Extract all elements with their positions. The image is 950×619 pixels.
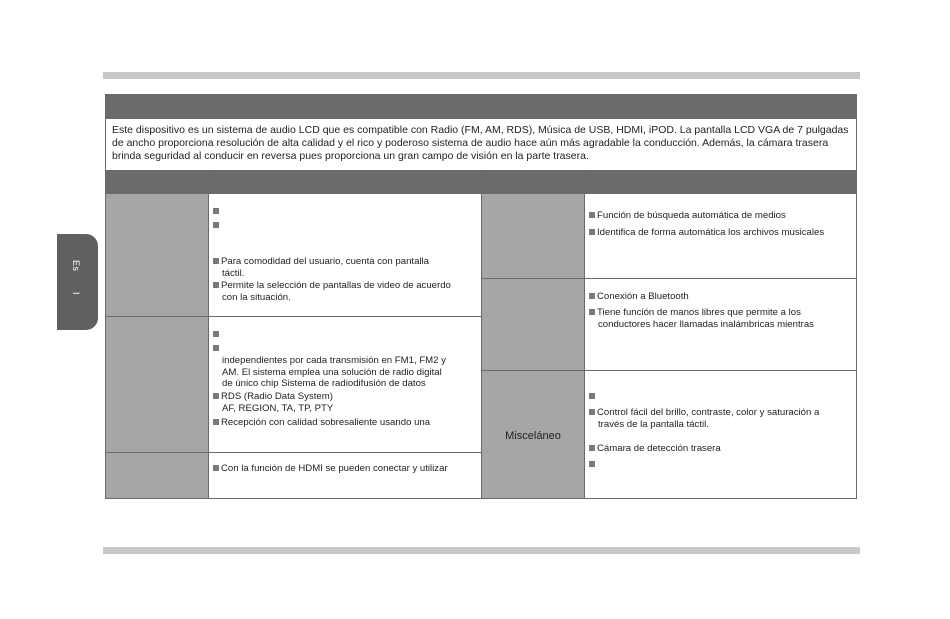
bullet-square-icon (589, 461, 595, 467)
bullet-square-icon (589, 212, 595, 218)
bullet-square-icon (213, 419, 219, 425)
language-side-tab (57, 234, 98, 330)
bullet-square-icon (589, 393, 595, 399)
radio-item-rds: RDS (Radio Data System) AF, REGION, TA, TP, PTY (213, 391, 481, 414)
bullet-empty (213, 329, 221, 341)
bullet-square-icon (589, 229, 595, 235)
bluetooth-item-connect: Conexión a Bluetooth (589, 291, 855, 303)
label-cell-usb (482, 194, 584, 278)
bullet-square-icon (589, 309, 595, 315)
column-header-2 (209, 170, 481, 194)
bullet-square-icon (213, 282, 219, 288)
screen-item-video: Permite la selección de pantallas de video de acuerdo con la situación. (213, 280, 481, 303)
bottom-rule (103, 547, 860, 554)
grid-line (208, 170, 209, 498)
grid-line (584, 170, 585, 498)
grid-line (106, 452, 482, 453)
column-header-4 (585, 170, 856, 194)
misc-label: Misceláneo (505, 430, 561, 442)
column-header-3 (482, 170, 584, 194)
bullet-square-icon (213, 222, 219, 228)
title-header-bar (106, 95, 856, 119)
section-number: I (71, 292, 81, 295)
top-rule (103, 72, 860, 79)
bullet-square-icon (213, 258, 219, 264)
bullet-square-icon (589, 293, 595, 299)
label-cell-misc (482, 371, 584, 498)
bullet-square-icon (213, 331, 219, 337)
bullet-square-icon (213, 465, 219, 471)
bullet-square-icon (213, 208, 219, 214)
misc-item-camera: Cámara de detección trasera (589, 443, 855, 455)
bullet-empty (213, 220, 221, 232)
label-cell-bluetooth (482, 279, 584, 370)
usb-item-search: Función de búsqueda automática de medios (589, 210, 855, 222)
bullet-empty (589, 391, 597, 403)
hdmi-item: Con la función de HDMI se pueden conectar y utilizar (213, 463, 481, 475)
screen-item-touch: Para comodidad del usuario, cuenta con pantalla táctil. (213, 256, 481, 279)
bullet-square-icon (589, 445, 595, 451)
bullet-empty (213, 343, 221, 355)
column-header-1 (106, 170, 208, 194)
grid-line (481, 170, 482, 498)
bullet-square-icon (213, 393, 219, 399)
misc-item-control: Control fácil del brillo, contraste, color y saturación a través de la pantalla táctil. (589, 407, 855, 430)
grid-line (482, 370, 856, 371)
bullet-square-icon (213, 345, 219, 351)
grid-line (106, 316, 482, 317)
label-cell-radio (106, 317, 208, 452)
language-label: Es (71, 260, 81, 272)
label-cell-screen (106, 194, 208, 316)
bullet-empty (589, 459, 597, 471)
radio-item-reception: Recepción con calidad sobresaliente usando una (213, 417, 481, 429)
intro-paragraph: Este dispositivo es un sistema de audio LCD que es compatible con Radio (FM, AM, RDS), Música de USB, HDMI, iPOD. La pantalla LCD VGA de 7 pulgadas de ancho proporciona resolución de alta calidad y el rico y poderoso sistema de audio hace aún más agradable la conducción. Además, la cámara trasera brinda seguridad al conducir en reversa pues proporciona un gran campo de visión en la parte trasera. (112, 124, 849, 162)
radio-description: independientes por cada transmisión en FM1, FM2 y AM. El sistema emplea una solución de radio digital de único chip Sistema de radiodifusión de datos (222, 355, 446, 389)
bluetooth-item-handsfree: Tiene función de manos libres que permite a los conductores hacer llamadas inalámbricas mientras (589, 307, 855, 330)
bullet-empty (213, 206, 221, 218)
label-cell-hdmi (106, 453, 208, 498)
features-table (105, 94, 857, 499)
usb-item-identify: Identifica de forma automática los archivos musicales (589, 227, 855, 239)
bullet-square-icon (589, 409, 595, 415)
grid-line (482, 278, 856, 279)
